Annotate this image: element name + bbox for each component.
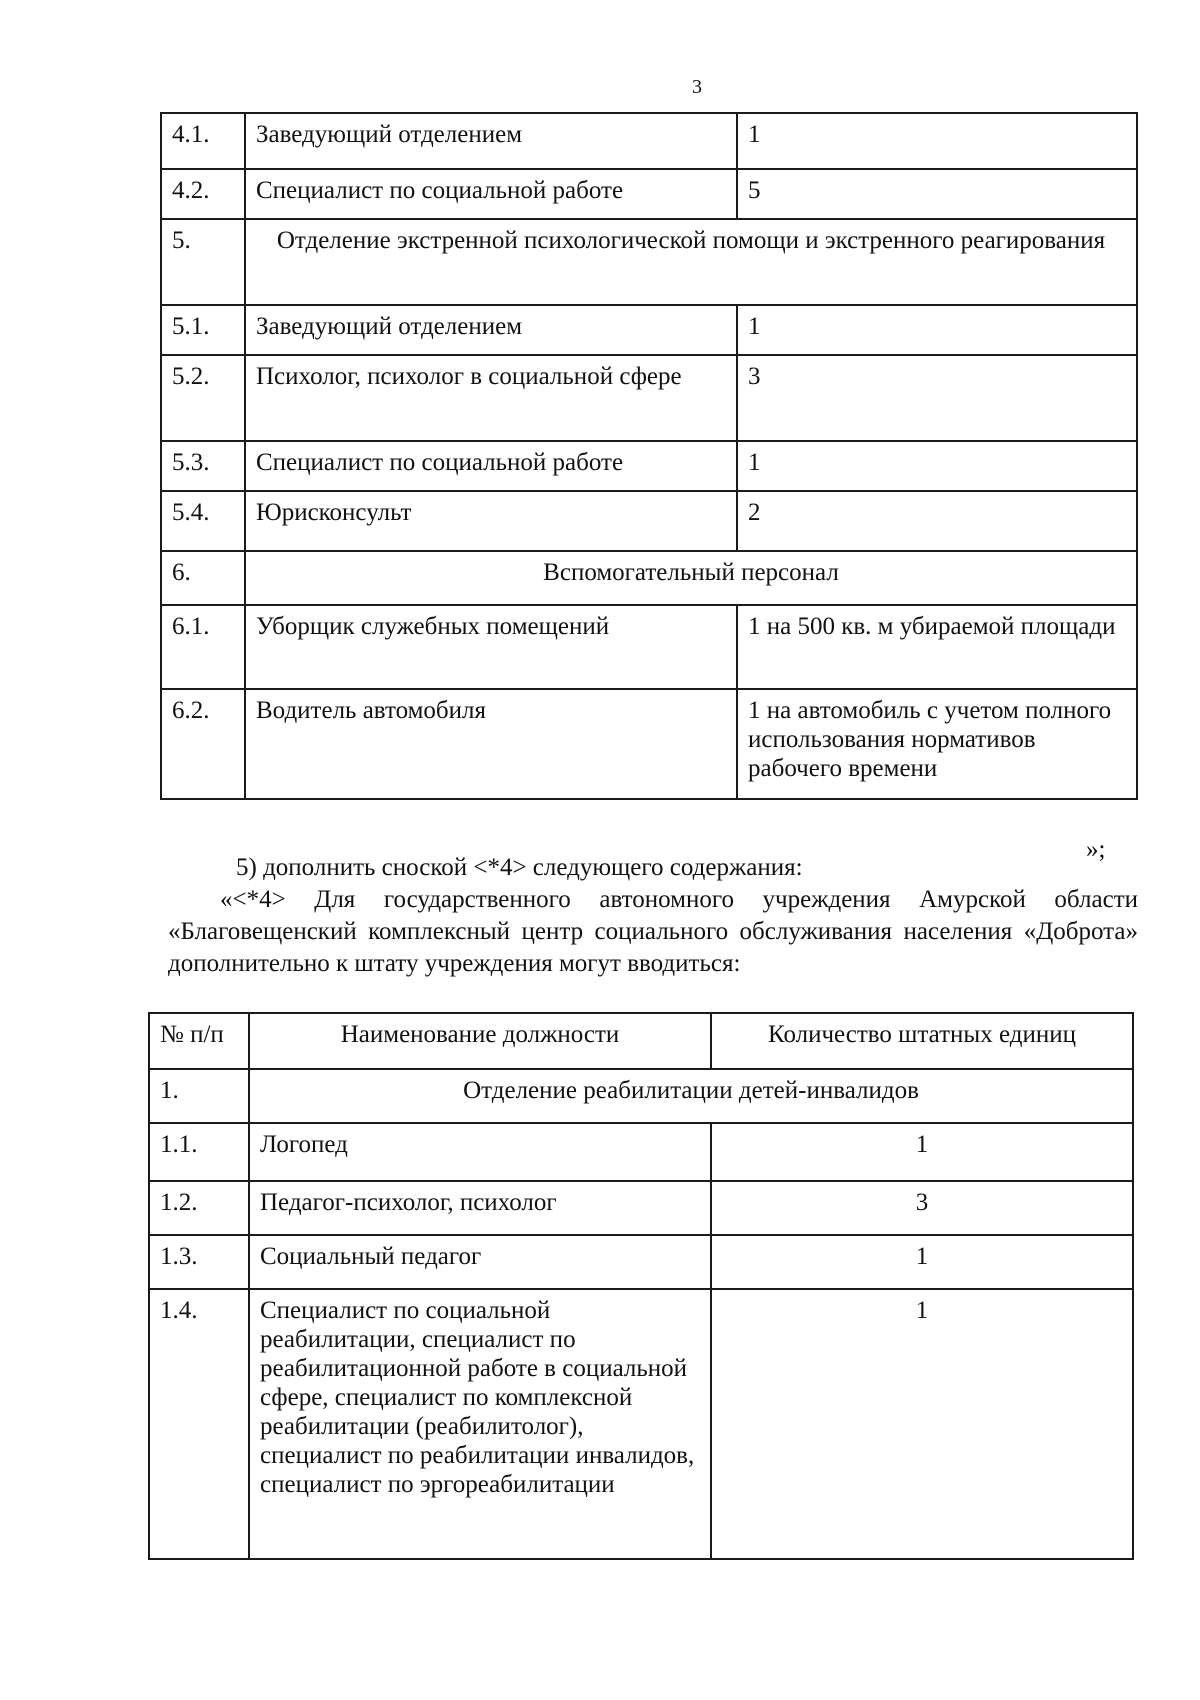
position-name: Педагог-психолог, психолог — [249, 1181, 711, 1235]
row-number: 4.1. — [161, 113, 245, 169]
position-name: Специалист по социальной работе — [245, 169, 737, 219]
position-name: Заведующий отделением — [245, 113, 737, 169]
row-number: 1.3. — [149, 1235, 249, 1289]
position-name: Социальный педагог — [249, 1235, 711, 1289]
table-row — [161, 441, 1137, 491]
position-name: Психолог, психолог в социальной сфере — [245, 355, 737, 441]
row-number: 4.2. — [161, 169, 245, 219]
row-number: 6.1. — [161, 605, 245, 689]
column-header-position: Наименование должности — [249, 1013, 711, 1069]
position-quantity: 3 — [711, 1181, 1133, 1235]
table-row — [149, 1289, 1133, 1559]
section-title: Отделение реабилитации детей-инвалидов — [249, 1069, 1133, 1123]
position-name: Заведующий отделением — [245, 305, 737, 355]
staff-table-continued — [160, 112, 1138, 800]
closing-quote-mark: »; — [1086, 836, 1106, 863]
row-number: 6. — [161, 551, 245, 605]
row-number: 5.3. — [161, 441, 245, 491]
row-number: 5.1. — [161, 305, 245, 355]
position-quantity: 1 — [737, 441, 1137, 491]
section-row — [161, 551, 1137, 605]
position-name: Логопед — [249, 1123, 711, 1181]
row-number: 5.4. — [161, 491, 245, 551]
table-header-row — [149, 1013, 1133, 1069]
position-quantity: 1 — [711, 1289, 1133, 1559]
row-number: 5. — [161, 219, 245, 305]
table-row — [161, 605, 1137, 689]
position-quantity: 5 — [737, 169, 1137, 219]
row-number: 1. — [149, 1069, 249, 1123]
position-name: Специалист по социальной реабилитации, специалист по реабилитационной работе в социальной сфере, специалист по комплексной реабилитации (реабилитолог), специалист по реабилитации инвалидов, специалист по эргореабилитации — [249, 1289, 711, 1559]
table-row — [161, 689, 1137, 799]
position-quantity: 1 — [737, 305, 1137, 355]
footnote-paragraph: «<*4> Для государственного автономного учреждения Амурской области «Благовещенский комплексный центр социального обслуживания населения «Доброта» дополнительно к штату учреждения могут вводиться: — [168, 886, 1138, 977]
table-row — [161, 491, 1137, 551]
row-number: 6.2. — [161, 689, 245, 799]
table-row — [161, 169, 1137, 219]
table-row — [149, 1123, 1133, 1181]
table-row — [149, 1235, 1133, 1289]
position-name: Юрисконсульт — [245, 491, 737, 551]
column-header-number: № п/п — [149, 1013, 249, 1069]
table-row — [161, 355, 1137, 441]
page-number: 3 — [692, 76, 702, 98]
position-quantity: 1 на 500 кв. м убираемой площади — [737, 605, 1137, 689]
table-row — [149, 1181, 1133, 1235]
position-name: Уборщик служебных помещений — [245, 605, 737, 689]
row-number: 5.2. — [161, 355, 245, 441]
position-name: Специалист по социальной работе — [245, 441, 737, 491]
position-quantity: 1 — [711, 1235, 1133, 1289]
position-quantity: 1 — [737, 113, 1137, 169]
additional-staff-table — [148, 1012, 1134, 1560]
amendment-paragraph: 5) дополнить сноской <*4> следующего содержания: — [236, 854, 803, 881]
section-row — [149, 1069, 1133, 1123]
row-number: 1.2. — [149, 1181, 249, 1235]
section-row — [161, 219, 1137, 305]
section-title: Вспомогательный персонал — [245, 551, 1137, 605]
row-number: 1.4. — [149, 1289, 249, 1559]
position-quantity: 3 — [737, 355, 1137, 441]
table-row — [161, 113, 1137, 169]
row-number: 1.1. — [149, 1123, 249, 1181]
position-quantity: 2 — [737, 491, 1137, 551]
column-header-quantity: Количество штатных единиц — [711, 1013, 1133, 1069]
table-row — [161, 305, 1137, 355]
position-name: Водитель автомобиля — [245, 689, 737, 799]
position-quantity: 1 на автомобиль с учетом полного использования нормативов рабочего времени — [737, 689, 1137, 799]
section-title: Отделение экстренной психологической помощи и экстренного реагирования — [245, 219, 1137, 305]
position-quantity: 1 — [711, 1123, 1133, 1181]
